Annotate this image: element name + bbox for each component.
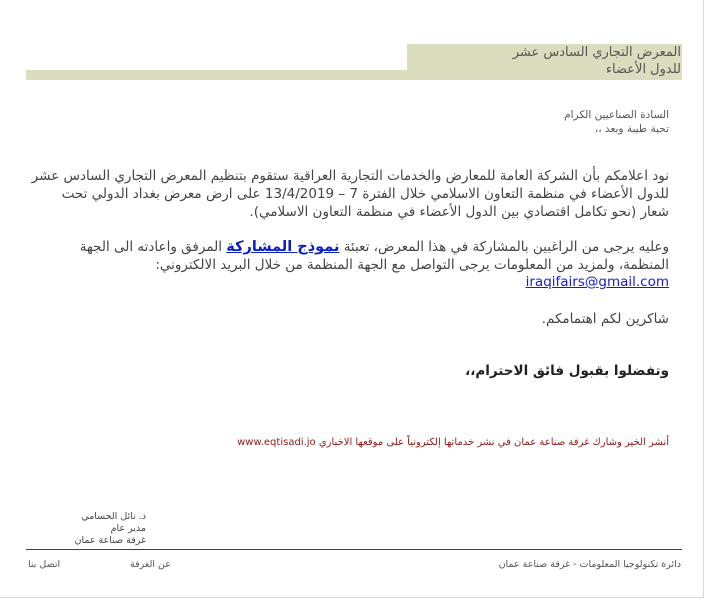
email-link[interactable]: iraqifairs@gmail.com bbox=[525, 274, 669, 290]
thanks-text: شاكرين لكم اهتمامكم. bbox=[541, 311, 669, 327]
page-title bbox=[421, 44, 681, 78]
promo-site-link[interactable]: www.eqtisadi.jo bbox=[237, 437, 316, 448]
paragraph-announcement: نود اعلامكم بأن الشركة العامة للمعارض والخدمات التجارية العراقية ستقوم بتنظيم المعرض التجاري السادس عشر للدول الأعضاء في منظمة التعاون الاسلامي خلال الفترة 7 – 13/4/2019 على ارض معرض بغداد الدولي تحت شعار (نحو تكامل اقتصادي بين الدول الأعضاء في منظمة التعاون الاسلامي). bbox=[31, 168, 669, 220]
salutation bbox=[269, 108, 669, 136]
paragraph-participation bbox=[29, 238, 669, 274]
promo-line bbox=[109, 437, 669, 448]
promo-text: أنشر الخير وشارك غرفة صناعة عمان في نشر خدماتها إلكترونياً على موقعها الاخباري bbox=[318, 437, 669, 448]
footer-divider bbox=[26, 549, 682, 550]
salutation-line-1: السادة الصناعيين الكرام bbox=[564, 109, 669, 121]
signature-name: د. نائل الحسامي bbox=[81, 511, 146, 522]
footer-department: دائرة تكنولوجيا المعلومات - غرفة صناعة عمان bbox=[498, 559, 681, 570]
footer-about-link[interactable]: عن الغرفة bbox=[130, 559, 171, 570]
header-underline bbox=[26, 70, 407, 80]
title-line-2: للدول الأعضاء bbox=[605, 62, 681, 77]
participation-text-after: المرفق واعادته الى الجهة المنظمة، ولمزيد من المعلومات يرجى التواصل مع الجهة المنظمة من خلال البريد الالكتروني: bbox=[79, 239, 669, 273]
footer-contact-link[interactable]: اتصل بنا bbox=[28, 559, 61, 570]
title-line-1: المعرض التجاري السادس عشر bbox=[512, 45, 681, 60]
salutation-line-2: تحية طيبة وبعد ،، bbox=[594, 123, 669, 135]
participation-form-link[interactable]: نموذج المشاركة bbox=[226, 239, 340, 255]
signature-org: غرفة صناعة عمان bbox=[74, 535, 146, 546]
participation-text-before: وعليه يرجى من الراغبين بالمشاركة في هذا المعرض، تعبئة bbox=[339, 239, 669, 255]
email-row bbox=[29, 273, 669, 291]
closing-text: وتفضلوا بقبول فائق الاحترام،، bbox=[465, 363, 669, 379]
signature-block bbox=[26, 511, 146, 547]
signature-title: مدير عام bbox=[110, 523, 146, 534]
